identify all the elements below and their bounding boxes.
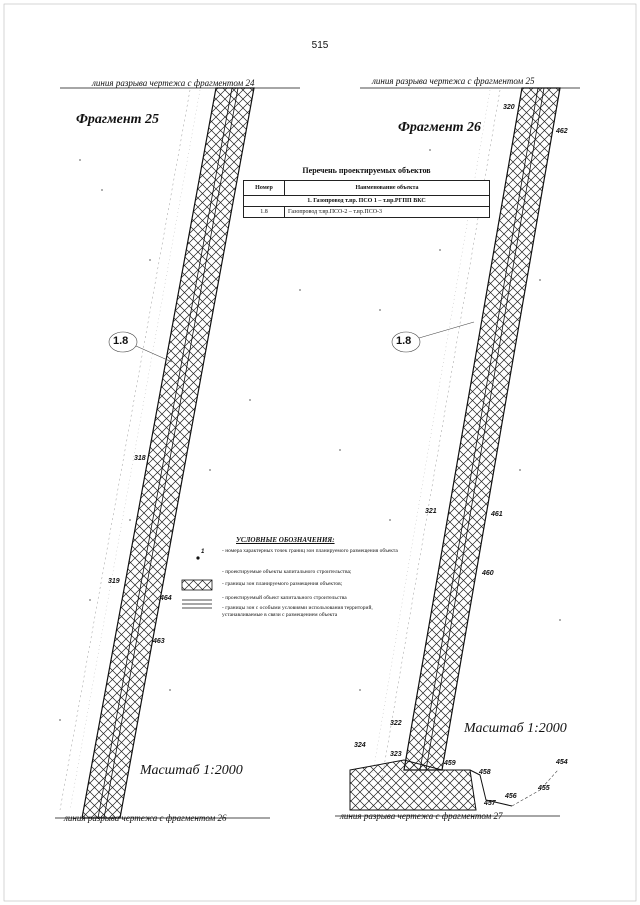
table-cell-name: Газопровод т.вр.ПСО-2 – т.вр.ПСО-3 — [285, 207, 490, 218]
point-number: 320 — [503, 104, 515, 111]
left-corridor-inner-line — [104, 88, 238, 818]
point-number: 323 — [390, 751, 402, 758]
point-number: 462 — [556, 128, 568, 135]
point-number: 324 — [354, 742, 366, 749]
legend-title: УСЛОВНЫЕ ОБОЗНАЧЕНИЯ: — [236, 536, 335, 544]
point-number: 454 — [556, 759, 568, 766]
table-header-number: Номер — [244, 181, 285, 196]
legend-item: - проектируемые объекты капитального строительства; — [222, 569, 352, 575]
table-group-row: 1. Газопровод т.вр. ПСО 1 – т.вр.РГПП ВКС — [244, 196, 490, 207]
fragment-label-right: Фрагмент 26 — [398, 120, 482, 135]
scale-label-right: Масштаб 1:2000 — [464, 721, 567, 736]
right-lower-hatch — [350, 760, 476, 810]
break-caption-top-left: линия разрыва чертежа с фрагментом 24 — [92, 78, 255, 88]
break-caption-top-right: линия разрыва чертежа с фрагментом 25 — [372, 76, 535, 86]
break-caption-bottom-left: линия разрыва чертежа с фрагментом 26 — [64, 813, 227, 823]
scale-label-left: Масштаб 1:2000 — [140, 763, 243, 778]
legend-point-marker: 1 — [201, 549, 205, 555]
fragment-label-left: Фрагмент 25 — [76, 112, 160, 127]
point-number: 319 — [108, 578, 120, 585]
table-cell-number: 1.8 — [244, 207, 285, 218]
point-number: 463 — [153, 638, 165, 645]
point-number: 461 — [491, 511, 503, 518]
legend-item: - номера характерных точек границ зон планируемого размещения объекта — [222, 548, 398, 554]
object-callout-right: 1.8 — [396, 335, 412, 347]
left-corridor-inner-line — [98, 88, 232, 818]
objects-table — [243, 180, 490, 218]
point-number: 458 — [479, 769, 491, 776]
point-number: 464 — [160, 595, 172, 602]
legend-item: - проектируемый объект капитального строительства — [222, 595, 347, 601]
point-number: 456 — [505, 793, 517, 800]
legend-item: - границы зон с особыми условиями использования территорий, устанавливаемые в связи с размещением объекта — [222, 605, 373, 618]
point-number: 457 — [484, 800, 496, 807]
point-number: 318 — [134, 455, 146, 462]
object-callout-left: 1.8 — [113, 335, 129, 347]
point-number: 460 — [482, 570, 494, 577]
left-corridor-hatch — [82, 88, 254, 818]
table-header-name: Наименование объекта — [285, 181, 490, 196]
break-caption-bottom-right: линия разрыва чертежа с фрагментом 27 — [340, 811, 503, 821]
legend-item: - границы зон планируемого размещения объектов; — [222, 581, 343, 587]
point-number: 321 — [425, 508, 437, 515]
point-number: 459 — [444, 760, 456, 767]
point-number: 455 — [538, 785, 550, 792]
table-row — [244, 207, 490, 218]
point-number: 322 — [390, 720, 402, 727]
page-number: 515 — [311, 40, 329, 51]
objects-table-title: Перечень проектируемых объектов — [302, 166, 431, 175]
